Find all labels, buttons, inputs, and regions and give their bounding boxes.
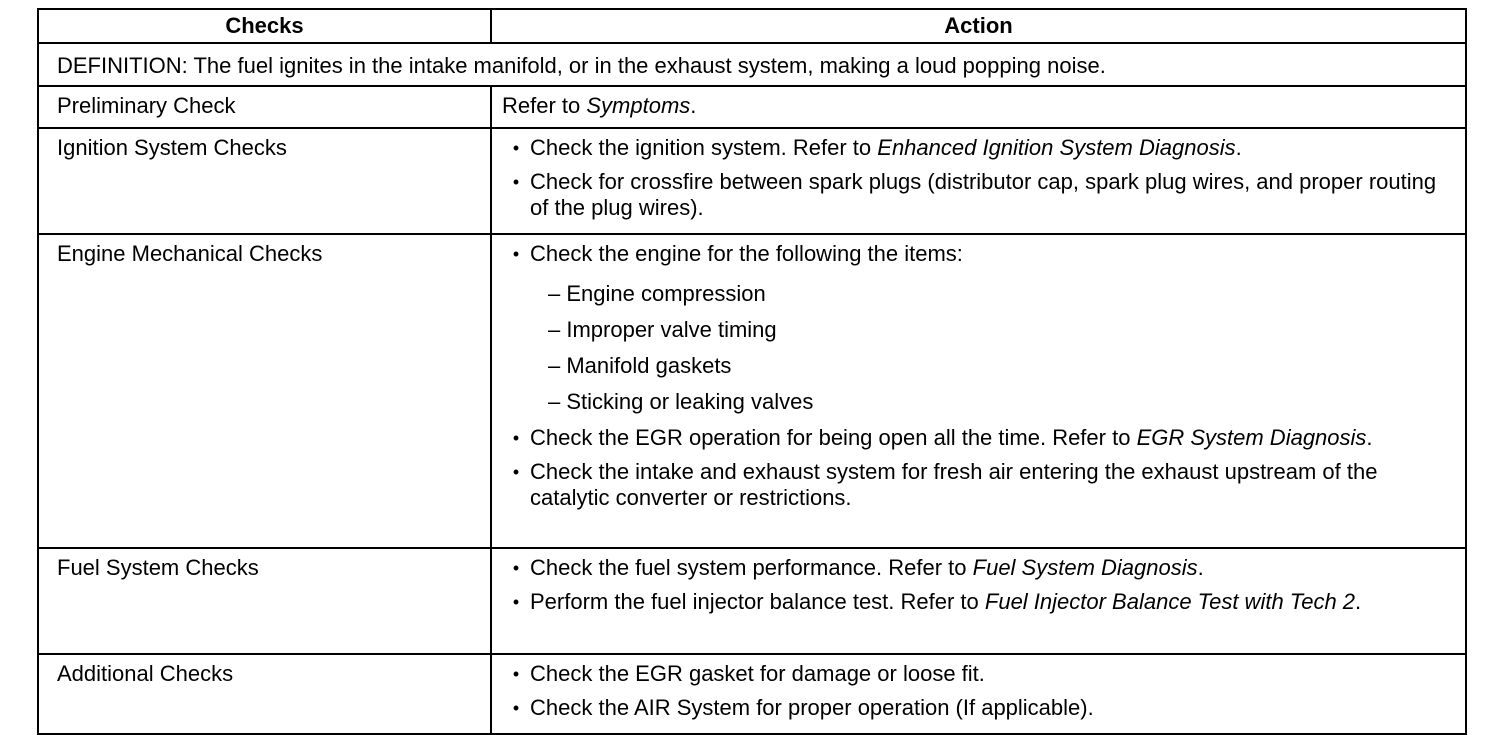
table-row	[38, 654, 1466, 734]
action-bullet	[502, 695, 1453, 721]
sub-list	[502, 275, 1453, 415]
sub-item: – Sticking or leaking valves	[548, 389, 814, 414]
action-bullet	[502, 661, 1453, 687]
action-text: Check the intake and exhaust system for fresh air entering the exhaust upstream of the catalytic converter or restrictions.	[530, 459, 1378, 510]
sub-item: – Improper valve timing	[548, 317, 777, 342]
header-checks: Checks	[38, 9, 491, 43]
action-text: Perform the fuel injector balance test. Refer to	[530, 589, 985, 614]
action-text: .	[690, 93, 697, 118]
sub-item: – Manifold gaskets	[548, 353, 732, 378]
bullet-icon: •	[512, 664, 520, 684]
action-text: Refer to	[502, 93, 587, 118]
action-text: .	[1197, 555, 1204, 580]
bullet-icon: •	[512, 428, 520, 448]
action-bullet	[502, 589, 1453, 615]
action-text: .	[1366, 425, 1373, 450]
reference-link: Enhanced Ignition System Diagnosis	[877, 135, 1236, 160]
table-row	[38, 548, 1466, 654]
reference-link: EGR System Diagnosis	[1136, 425, 1367, 450]
bullet-icon: •	[512, 698, 520, 718]
action-bullet	[502, 459, 1453, 511]
table-row	[38, 234, 1466, 548]
action-bullet	[502, 425, 1453, 451]
bullet-icon: •	[512, 462, 520, 482]
action-cell	[491, 128, 1466, 234]
action-text: Check the engine for the following the items:	[530, 241, 963, 266]
bullet-icon: •	[512, 592, 520, 612]
action-text: Check the EGR gasket for damage or loose fit.	[530, 661, 985, 686]
action-cell	[491, 234, 1466, 548]
action-bullet	[502, 135, 1453, 161]
action-text: Check the ignition system. Refer to	[530, 135, 878, 160]
bullet-icon: •	[512, 138, 520, 158]
bullet-icon: •	[512, 558, 520, 578]
action-bullet	[502, 241, 1453, 267]
bullet-icon: •	[512, 172, 520, 192]
table-header-row	[38, 9, 1466, 43]
definition-row	[38, 43, 1466, 86]
action-cell	[491, 548, 1466, 654]
check-label: Engine Mechanical Checks	[38, 234, 491, 548]
check-label: Fuel System Checks	[38, 548, 491, 654]
bullet-icon: •	[512, 244, 520, 264]
action-text: Check the AIR System for proper operation (If applicable).	[530, 695, 1094, 720]
diagnostic-table	[37, 8, 1467, 735]
action-text: Check the EGR operation for being open all the time. Refer to	[530, 425, 1137, 450]
sub-item: – Engine compression	[548, 281, 766, 306]
check-label: Preliminary Check	[38, 86, 491, 128]
table-row	[38, 128, 1466, 234]
action-bullet	[502, 555, 1453, 581]
diagnostic-table-container	[37, 8, 1465, 735]
reference-link: Fuel System Diagnosis	[972, 555, 1198, 580]
reference-link: Fuel Injector Balance Test with Tech 2	[984, 589, 1356, 614]
check-label: Additional Checks	[38, 654, 491, 734]
action-text: Check for crossfire between spark plugs (distributor cap, spark plug wires, and proper routing of the plug wires).	[530, 169, 1437, 220]
action-text: .	[1235, 135, 1242, 160]
action-text: Check the fuel system performance. Refer to	[530, 555, 973, 580]
action-bullet	[502, 169, 1453, 221]
reference-link: Symptoms	[586, 93, 691, 118]
action-cell	[491, 86, 1466, 128]
definition-text: DEFINITION: The fuel ignites in the intake manifold, or in the exhaust system, making a loud popping noise.	[38, 43, 1466, 86]
check-label: Ignition System Checks	[38, 128, 491, 234]
action-cell	[491, 654, 1466, 734]
table-row	[38, 86, 1466, 128]
action-text: .	[1355, 589, 1362, 614]
header-action: Action	[491, 9, 1466, 43]
